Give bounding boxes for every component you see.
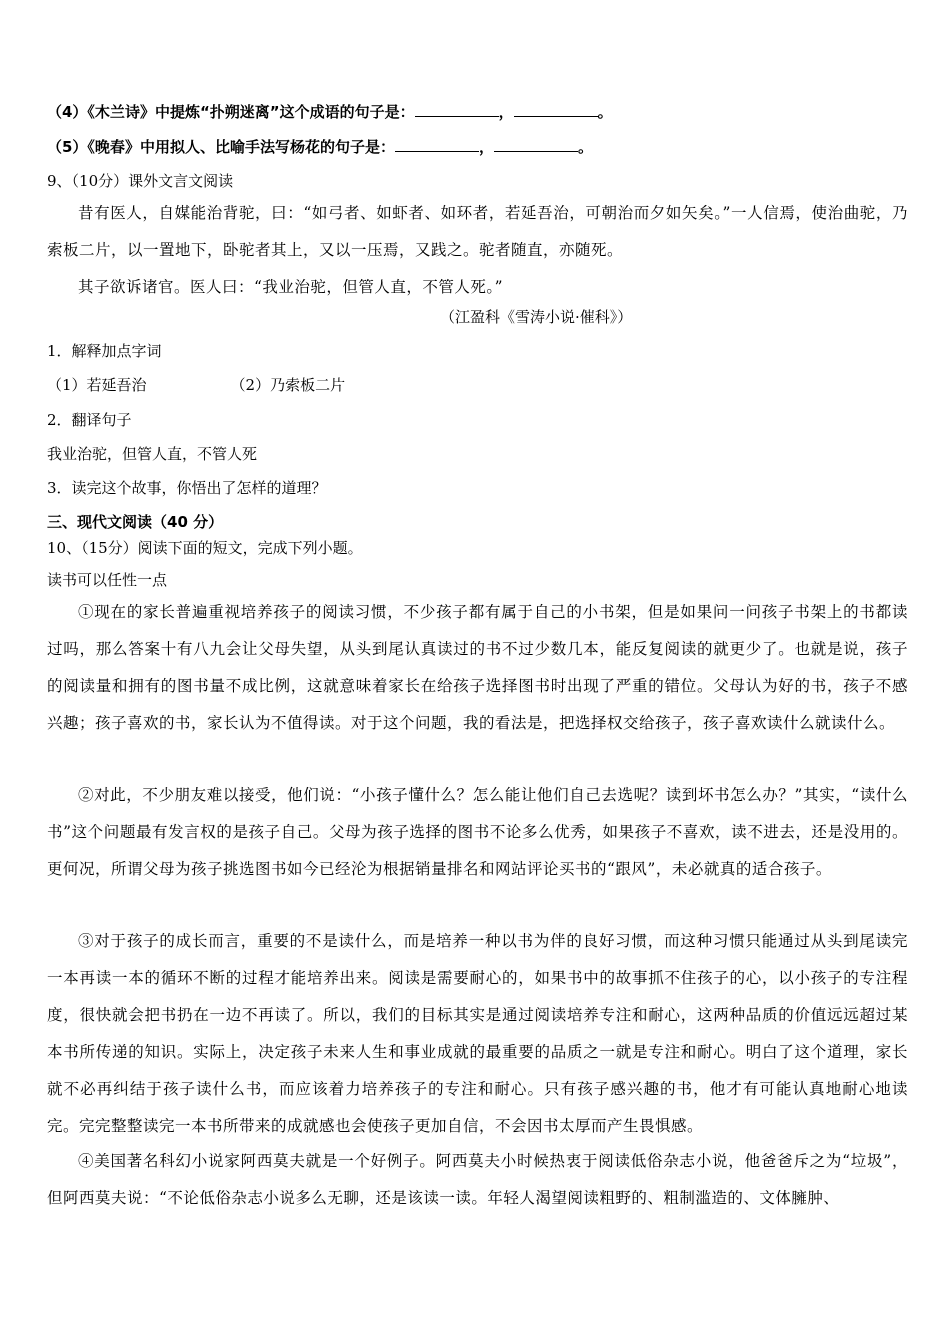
sub-question-1-item-1: （1）若延吾治 xyxy=(47,376,147,394)
question-5-prompt: （5）《晚春》中用拟人、比喻手法写杨花的句子是： xyxy=(47,138,395,156)
article-paragraph-3: ③对于孩子的成长而言，重要的不是读什么，而是培养一种以书为伴的良好习惯，而这种习惯只能通过从头到尾读完一本再读一本的循环不断的过程才能培养出来。阅读是需要耐心的，如果书中的故事抓不住孩子的心，以小孩子的专注程度，很快就会把书扔在一边不再读了。所以，我们的目标其实是通过阅读培养专注和耐心，这两种品质的价值远远超过某本书所传递的知识。实际上，决定孩子未来人生和事业成就的最重要的品质之一就是专注和耐心。明白了这个道理，家长就不必再纠结于孩子读什么书，而应该着力培养孩子的专注和耐心。只有孩子感兴趣的书，他才有可能认真地耐心地读完。完完整整读完一本书所带来的成就感也会使孩子更加自信，不会因书太厚而产生畏惧感。 xyxy=(47,932,908,1135)
sub-question-1-items xyxy=(47,374,907,396)
terminator: 。 xyxy=(597,103,613,121)
article-paragraph-4: ④美国著名科幻小说家阿西莫夫就是一个好例子。阿西莫夫小时候热衷于阅读低俗杂志小说，他爸爸斥之为“垃圾”，但阿西莫夫说：“不论低俗杂志小说多么无聊，还是该读一读。年轻人渴望阅读粗野的、粗制滥造的、文体臃肿、 xyxy=(47,1152,908,1207)
classical-passage-paragraph-2: 其子欲诉诸官。医人曰：“我业治驼，但管人直，不管人死。” xyxy=(78,278,504,296)
question-4-prompt: （4）《木兰诗》中提炼“扑朔迷离”这个成语的句子是： xyxy=(47,103,415,121)
sub-question-1-title: 1．解释加点字词 xyxy=(47,342,162,360)
passage-source: （江盈科《雪涛小说·催科》） xyxy=(440,308,633,326)
classical-passage-paragraph-1: 昔有医人，自媒能治背驼，曰：“如弓者、如虾者、如环者，若延吾治，可朝治而夕如矢矣。”一人信焉，使治曲驼，乃索板二片，以一置地下，卧驼者其上，又以一压焉，又践之。驼者随直，亦随死。 xyxy=(47,204,908,259)
answer-blank[interactable] xyxy=(494,137,578,152)
separator: ， xyxy=(498,103,514,121)
question-5 xyxy=(47,136,907,158)
question-9-header: 9、（10分）课外文言文阅读 xyxy=(47,172,234,190)
answer-blank[interactable] xyxy=(415,102,499,117)
question-4 xyxy=(47,101,907,123)
terminator: 。 xyxy=(577,138,593,156)
article-paragraph-1: ①现在的家长普遍重视培养孩子的阅读习惯，不少孩子都有属于自己的小书架，但是如果问一问孩子书架上的书都读过吗，那么答案十有八九会让父母失望，从头到尾认真读过的书不过少数几本，能反复阅读的就更少了。也就是说，孩子的阅读量和拥有的图书量不成比例，这就意味着家长在给孩子选择图书时出现了严重的错位。父母认为好的书，孩子不感兴趣；孩子喜欢的书，家长认为不值得读。对于这个问题，我的看法是，把选择权交给孩子，孩子喜欢读什么就读什么。 xyxy=(47,603,908,732)
sub-question-2-sentence: 我业治驼，但管人直，不管人死 xyxy=(47,445,258,463)
question-10-header: 10、（15分）阅读下面的短文，完成下列小题。 xyxy=(47,539,363,557)
article-paragraph-2: ②对此，不少朋友难以接受，他们说：“小孩子懂什么？怎么能让他们自己去选呢？读到坏书怎么办？”其实，“读什么书”这个问题最有发言权的是孩子自己。父母为孩子选择的图书不论多么优秀，如果孩子不喜欢，读不进去，还是没用的。更何况，所谓父母为孩子挑选图书如今已经沦为根据销量排名和网站评论买书的“跟风”，未必就真的适合孩子。 xyxy=(47,786,908,878)
sub-question-3-title: 3．读完这个故事，你悟出了怎样的道理？ xyxy=(47,479,327,497)
sub-question-1-item-2: （2）乃索板二片 xyxy=(230,376,346,394)
answer-blank[interactable] xyxy=(514,102,598,117)
article-title: 读书可以任性一点 xyxy=(47,571,168,589)
section-title: 三、现代文阅读（40 分） xyxy=(47,513,224,531)
answer-blank[interactable] xyxy=(395,137,479,152)
sub-question-2-title: 2．翻译句子 xyxy=(47,411,132,429)
separator: ， xyxy=(478,138,494,156)
